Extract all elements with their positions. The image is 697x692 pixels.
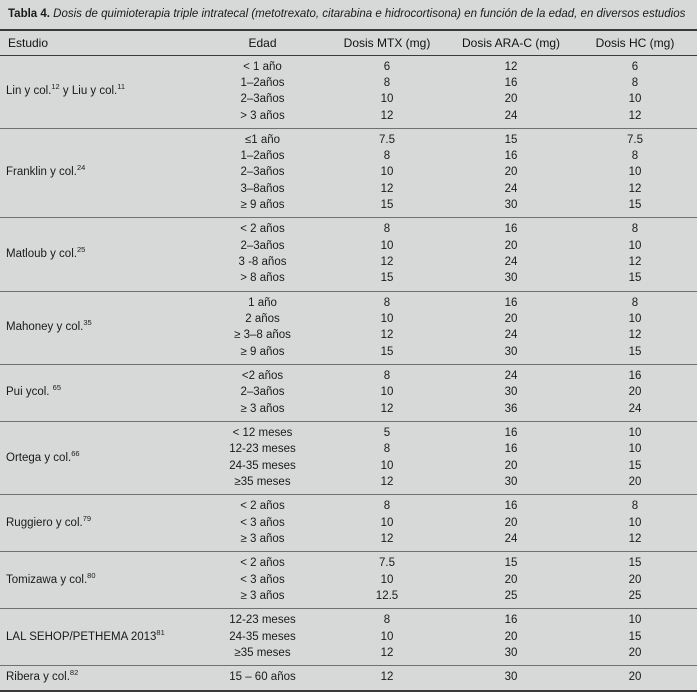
study-reference-superscript-2: 11 <box>117 82 126 92</box>
dose-mtx-value: 12 <box>380 533 394 546</box>
age-group-value: 24-35 meses <box>229 459 296 472</box>
dose-arac-value: 16 <box>504 500 518 513</box>
dose-hc-cell <box>573 422 697 495</box>
dose-arac-value: 20 <box>504 239 518 252</box>
study-name-cell <box>0 218 200 291</box>
dose-mtx-value: 12 <box>380 647 394 660</box>
study-name: Pui ycol. <box>6 386 53 399</box>
dose-arac-cell <box>449 55 573 128</box>
dose-mtx-value: 10 <box>380 516 394 529</box>
study-reference-superscript: 65 <box>52 383 62 393</box>
dose-arac-value: 12 <box>504 60 518 73</box>
dose-mtx-value: 10 <box>380 386 394 399</box>
dose-hc-value: 8 <box>631 150 639 163</box>
age-group-value: ≥ 3 años <box>240 402 285 415</box>
dose-mtx-value: 10 <box>380 239 394 252</box>
dose-arac-value: 15 <box>504 133 518 146</box>
dose-mtx-value: 12 <box>380 182 394 195</box>
dose-hc-cell <box>573 291 697 364</box>
dose-arac-value: 30 <box>504 199 518 212</box>
dose-mtx-cell <box>325 495 449 552</box>
age-group-value: ≥ 3 años <box>240 590 285 603</box>
dose-arac-value: 16 <box>504 443 518 456</box>
age-group-value: 1–2años <box>240 150 285 163</box>
age-group-value: ≥ 9 años <box>240 199 285 212</box>
dose-mtx-cell <box>325 291 449 364</box>
dose-arac-value: 36 <box>504 402 518 415</box>
dose-hc-cell <box>573 218 697 291</box>
study-name-cell <box>0 422 200 495</box>
column-header-edad: Edad <box>200 30 325 56</box>
study-name: Franklin y col. <box>6 166 77 179</box>
dose-hc-value: 10 <box>628 239 642 252</box>
dose-mtx-value: 10 <box>380 573 394 586</box>
dose-arac-cell <box>449 552 573 609</box>
table-row <box>0 552 697 609</box>
dose-arac-value: 24 <box>504 329 518 342</box>
dose-hc-value: 12 <box>628 533 642 546</box>
dose-hc-value: 15 <box>628 345 642 358</box>
dose-arac-value: 24 <box>504 109 518 122</box>
age-group-value: > 3 años <box>240 109 285 122</box>
dose-hc-value: 8 <box>631 223 639 236</box>
dose-arac-value: 16 <box>504 427 518 440</box>
age-group-value: 2–3años <box>240 239 285 252</box>
dose-mtx-value: 12 <box>380 256 394 269</box>
age-group-value: ≥ 3–8 años <box>234 329 291 342</box>
dose-hc-cell <box>573 128 697 218</box>
dose-arac-value: 20 <box>504 516 518 529</box>
table-row <box>0 218 697 291</box>
dose-hc-value: 8 <box>631 500 639 513</box>
table-row <box>0 128 697 218</box>
dose-arac-cell <box>449 218 573 291</box>
dose-arac-value: 20 <box>504 573 518 586</box>
study-name: Ribera y col. <box>6 671 70 684</box>
dose-mtx-value: 6 <box>383 60 391 73</box>
dose-mtx-value: 15 <box>380 272 394 285</box>
dose-mtx-value: 7.5 <box>379 133 395 146</box>
study-reference-superscript: 25 <box>76 245 86 255</box>
dose-mtx-value: 10 <box>380 459 394 472</box>
dose-arac-cell <box>449 365 573 422</box>
dose-hc-value: 20 <box>628 671 642 684</box>
age-group-value: ≥ 3 años <box>240 533 285 546</box>
dose-arac-value: 20 <box>504 93 518 106</box>
dose-mtx-cell <box>325 609 449 666</box>
table-row <box>0 495 697 552</box>
dose-arac-value: 24 <box>504 182 518 195</box>
dose-mtx-value: 15 <box>380 345 394 358</box>
dose-mtx-value: 8 <box>383 223 391 236</box>
age-group-value: < 2 años <box>240 500 285 513</box>
age-group-value: 24-35 meses <box>229 630 296 643</box>
age-group-value: ≤1 año <box>244 133 281 146</box>
study-name: Ruggiero y col. <box>6 516 83 529</box>
dose-arac-cell <box>449 128 573 218</box>
study-name-cell <box>0 128 200 218</box>
dose-arac-value: 20 <box>504 166 518 179</box>
age-group-cell <box>200 55 325 128</box>
dose-arac-value: 25 <box>504 590 518 603</box>
dose-arac-value: 24 <box>504 533 518 546</box>
dose-mtx-cell <box>325 55 449 128</box>
table-row <box>0 666 697 691</box>
dose-mtx-value: 12 <box>380 329 394 342</box>
dose-arac-value: 24 <box>504 370 518 383</box>
dose-hc-cell <box>573 609 697 666</box>
age-group-value: 1 año <box>248 296 277 309</box>
dose-hc-value: 10 <box>628 427 642 440</box>
dose-hc-cell <box>573 55 697 128</box>
dose-hc-cell <box>573 365 697 422</box>
table-row <box>0 609 697 666</box>
study-name-cell <box>0 495 200 552</box>
study-reference-superscript: 12 <box>51 82 60 92</box>
caption-text: Dosis de quimioterapia triple intratecal (metotrexato, citarabina e hidrocortisona) en función de la edad, en diversos estudios <box>53 8 686 20</box>
study-name-cell <box>0 55 200 128</box>
dose-arac-value: 30 <box>504 272 518 285</box>
study-reference-superscript: 66 <box>71 448 80 458</box>
dose-mtx-value: 10 <box>380 313 394 326</box>
study-reference-superscript: 35 <box>83 318 92 328</box>
dose-hc-value: 10 <box>628 614 642 627</box>
age-group-cell <box>200 552 325 609</box>
dose-arac-value: 16 <box>504 296 518 309</box>
study-name-cell <box>0 365 200 422</box>
dose-arac-cell <box>449 291 573 364</box>
dose-mtx-cell <box>325 552 449 609</box>
age-group-value: ≥35 meses <box>234 476 291 489</box>
study-name: Ortega y col. <box>6 451 72 464</box>
dose-arac-value: 30 <box>504 671 518 684</box>
dose-arac-cell <box>449 609 573 666</box>
dose-hc-value: 8 <box>631 76 639 89</box>
dose-hc-value: 12 <box>628 256 642 269</box>
dose-mtx-value: 8 <box>383 296 391 309</box>
dose-mtx-value: 12 <box>380 402 394 415</box>
dose-arac-value: 16 <box>504 150 518 163</box>
column-header-dosis-mtx: Dosis MTX (mg) <box>325 30 449 56</box>
study-name: LAL SEHOP/PETHEMA 2013 <box>6 630 157 643</box>
dose-hc-value: 12 <box>628 182 642 195</box>
study-name: Matloub y col. <box>6 247 77 260</box>
age-group-cell <box>200 609 325 666</box>
dose-hc-value: 15 <box>628 630 642 643</box>
dose-mtx-cell <box>325 218 449 291</box>
age-group-cell <box>200 365 325 422</box>
dose-hc-value: 20 <box>628 647 642 660</box>
dose-mtx-value: 10 <box>380 630 394 643</box>
dose-arac-value: 30 <box>504 386 518 399</box>
age-group-value: < 3 años <box>240 516 285 529</box>
age-group-value: ≥ 9 años <box>240 345 285 358</box>
dose-mtx-value: 12 <box>380 109 394 122</box>
dose-mtx-value: 10 <box>380 93 394 106</box>
dose-hc-value: 15 <box>628 199 642 212</box>
dose-arac-value: 16 <box>504 614 518 627</box>
age-group-value: > 8 años <box>240 272 285 285</box>
dose-mtx-value: 8 <box>383 370 391 383</box>
dose-arac-value: 20 <box>504 630 518 643</box>
study-reference-superscript: 80 <box>87 570 96 580</box>
age-group-value: 3–8años <box>240 182 285 195</box>
dose-hc-cell <box>573 552 697 609</box>
age-group-value: < 1 año <box>243 60 282 73</box>
dose-hc-value: 6 <box>631 60 639 73</box>
study-name-cell <box>0 609 200 666</box>
age-group-value: 15 – 60 años <box>229 671 296 684</box>
dose-hc-value: 12 <box>628 109 642 122</box>
dose-hc-value: 24 <box>628 402 642 415</box>
dose-table <box>0 29 697 692</box>
age-group-cell <box>200 666 325 691</box>
study-name: Lin y col. <box>6 84 52 97</box>
table-header-row <box>0 30 697 56</box>
age-group-value: 2 años <box>245 313 280 326</box>
dose-hc-value: 15 <box>628 557 642 570</box>
dose-hc-value: 16 <box>628 370 642 383</box>
study-name-continued: y Liu y col. <box>59 84 118 97</box>
dose-mtx-value: 8 <box>383 443 391 456</box>
dose-hc-value: 12 <box>628 329 642 342</box>
age-group-cell <box>200 128 325 218</box>
dose-hc-value: 25 <box>628 590 642 603</box>
dose-mtx-value: 8 <box>383 500 391 513</box>
table-header <box>0 30 697 56</box>
dose-hc-value: 10 <box>628 516 642 529</box>
age-group-value: 12-23 meses <box>229 614 296 627</box>
dose-arac-value: 15 <box>504 557 518 570</box>
dose-arac-value: 16 <box>504 223 518 236</box>
table-row <box>0 291 697 364</box>
dose-hc-cell <box>573 495 697 552</box>
age-group-value: ≥35 meses <box>234 647 291 660</box>
study-name-cell <box>0 666 200 691</box>
age-group-value: 2–3años <box>240 386 285 399</box>
age-group-value: 2–3años <box>240 166 285 179</box>
dose-mtx-value: 5 <box>383 427 391 440</box>
age-group-value: 1–2años <box>240 76 285 89</box>
dose-mtx-value: 8 <box>383 76 391 89</box>
study-name: Tomizawa y col. <box>6 573 88 586</box>
age-group-value: < 2 años <box>240 557 285 570</box>
dose-arac-value: 20 <box>504 313 518 326</box>
dose-arac-value: 30 <box>504 476 518 489</box>
dose-hc-value: 10 <box>628 93 642 106</box>
dose-arac-value: 16 <box>504 76 518 89</box>
study-reference-superscript: 81 <box>156 627 165 637</box>
table-caption <box>0 0 697 29</box>
dose-mtx-value: 12 <box>380 671 394 684</box>
table-row <box>0 365 697 422</box>
dose-hc-value: 15 <box>628 459 642 472</box>
dose-arac-cell <box>449 422 573 495</box>
table-row <box>0 422 697 495</box>
dose-hc-value: 15 <box>628 272 642 285</box>
dose-mtx-cell <box>325 666 449 691</box>
dose-arac-cell <box>449 495 573 552</box>
dose-hc-value: 20 <box>628 476 642 489</box>
dose-hc-value: 10 <box>628 313 642 326</box>
age-group-value: 2–3años <box>240 93 285 106</box>
table-body <box>0 55 697 691</box>
age-group-cell <box>200 291 325 364</box>
dose-mtx-value: 8 <box>383 614 391 627</box>
age-group-cell <box>200 422 325 495</box>
dose-arac-value: 30 <box>504 647 518 660</box>
dose-mtx-cell <box>325 422 449 495</box>
dose-mtx-value: 15 <box>380 199 394 212</box>
dose-mtx-cell <box>325 365 449 422</box>
dose-hc-cell <box>573 666 697 691</box>
age-group-value: 3 -8 años <box>238 256 287 269</box>
dose-mtx-value: 8 <box>383 150 391 163</box>
age-group-value: < 12 meses <box>232 427 293 440</box>
table-row <box>0 55 697 128</box>
dose-mtx-value: 12.5 <box>375 590 399 603</box>
dose-arac-value: 24 <box>504 256 518 269</box>
dose-hc-value: 7.5 <box>627 133 643 146</box>
study-reference-superscript: 79 <box>82 513 92 523</box>
age-group-value: < 2 años <box>240 223 285 236</box>
column-header-dosis-arac: Dosis ARA-C (mg) <box>449 30 573 56</box>
dose-mtx-cell <box>325 128 449 218</box>
dose-mtx-value: 10 <box>380 166 394 179</box>
dose-arac-cell <box>449 666 573 691</box>
study-reference-superscript: 82 <box>69 668 79 678</box>
study-name: Mahoney y col. <box>6 321 84 334</box>
study-name-cell <box>0 552 200 609</box>
dose-mtx-value: 12 <box>380 476 394 489</box>
dose-arac-value: 30 <box>504 345 518 358</box>
caption-label: Tabla 4. <box>8 8 50 20</box>
dose-hc-value: 20 <box>628 386 642 399</box>
dose-hc-value: 10 <box>628 443 642 456</box>
dose-hc-value: 20 <box>628 573 642 586</box>
column-header-dosis-hc: Dosis HC (mg) <box>573 30 697 56</box>
age-group-value: < 3 años <box>240 573 285 586</box>
age-group-cell <box>200 218 325 291</box>
study-reference-superscript: 24 <box>76 163 86 173</box>
study-name-cell <box>0 291 200 364</box>
age-group-value: 12-23 meses <box>229 443 296 456</box>
column-header-estudio: Estudio <box>0 30 200 56</box>
dose-hc-value: 10 <box>628 166 642 179</box>
age-group-cell <box>200 495 325 552</box>
dose-hc-value: 8 <box>631 296 639 309</box>
age-group-value: <2 años <box>241 370 284 383</box>
dose-mtx-value: 7.5 <box>379 557 395 570</box>
dose-arac-value: 20 <box>504 459 518 472</box>
